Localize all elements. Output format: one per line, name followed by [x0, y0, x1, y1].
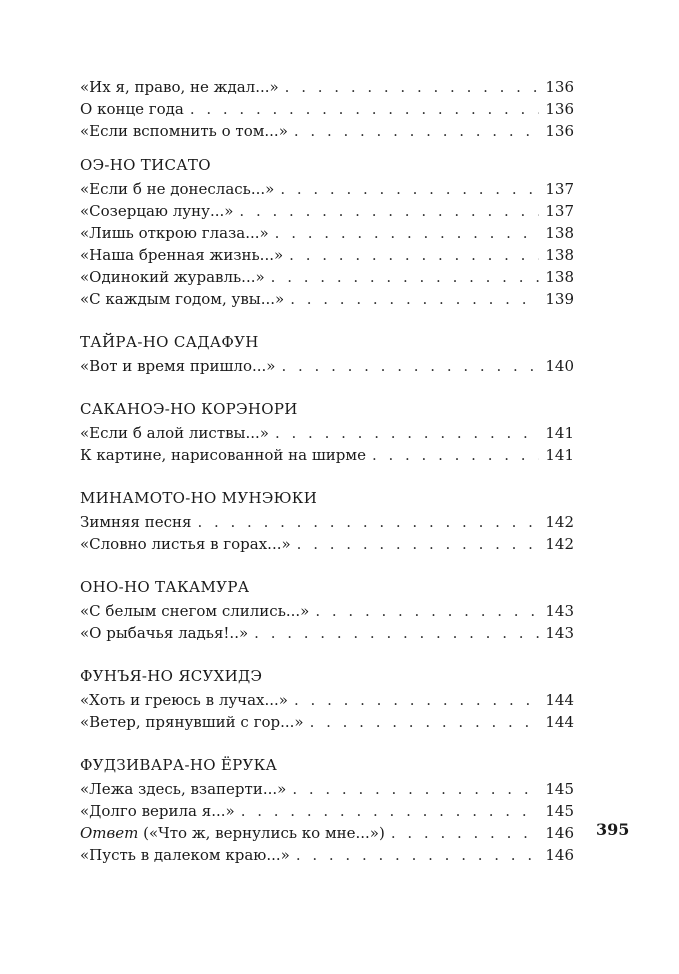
entry-page: 141: [545, 424, 574, 442]
entry-title-text: Зимняя песня: [80, 513, 192, 531]
toc-entry: [80, 622, 574, 644]
dot-leader: [190, 98, 540, 120]
dot-leader: [285, 76, 540, 98]
dot-leader: [275, 422, 539, 444]
toc-section: [80, 154, 574, 310]
toc-section: [80, 331, 574, 377]
toc-section: [80, 398, 574, 466]
entry-page: 143: [545, 624, 574, 642]
entry-title-text: «Если б не донеслась...»: [80, 180, 275, 198]
author-heading: ОЭ-НО ТИСАТО: [80, 156, 211, 174]
entry-title-text: «Их я, право, не ждал...»: [80, 78, 279, 96]
toc-section: [80, 487, 574, 555]
entry-page: 146: [545, 824, 574, 842]
entry-title: [80, 120, 294, 142]
entry-page: 145: [545, 802, 574, 820]
entry-title-text: К картине, нарисованной на ширме: [80, 446, 366, 464]
entry-page: 139: [545, 290, 574, 308]
entry-title-text: «Словно листья в горах...»: [80, 535, 291, 553]
toc-entry: [80, 711, 574, 733]
entry-page: 136: [545, 122, 574, 140]
entry-title-text: «Ветер, прянувший с гор...»: [80, 713, 304, 731]
dot-leader: [294, 120, 539, 142]
entry-title: [80, 288, 290, 310]
toc-entry: [80, 288, 574, 310]
toc-entry: [80, 222, 574, 244]
author-heading: ТАЙРА-НО САДАФУН: [80, 333, 259, 351]
entry-title-text: О конце года: [80, 100, 184, 118]
entry-title-text: «С каждым годом, увы...»: [80, 290, 285, 308]
entry-title-text: «Если вспомнить о том...»: [80, 122, 288, 140]
dot-leader: [296, 844, 540, 866]
toc-entry: [80, 244, 574, 266]
entry-title: [80, 266, 271, 288]
toc-entry: [80, 511, 574, 533]
toc-entry: [80, 689, 574, 711]
toc-entry: [80, 98, 574, 120]
toc-entry: [80, 444, 574, 466]
entry-title-text: «О рыбачья ладья!..»: [80, 624, 249, 642]
toc-entry: [80, 266, 574, 288]
toc-section: [80, 665, 574, 733]
toc-entry: [80, 844, 574, 866]
author-heading: ФУДЗИВАРА-НО ЁРУКА: [80, 756, 278, 774]
dot-leader: [310, 711, 540, 733]
toc-entry: [80, 533, 574, 555]
dot-leader: [280, 178, 539, 200]
entry-page: 142: [545, 535, 574, 553]
entry-title-text: «Пусть в далеком краю...»: [80, 846, 290, 864]
dot-leader: [239, 200, 539, 222]
entry-title-text: «С белым снегом слились...»: [80, 602, 310, 620]
entry-title: [80, 778, 292, 800]
toc-entry: [80, 200, 574, 222]
toc-entry: [80, 178, 574, 200]
dot-leader: [294, 689, 539, 711]
entry-page: 143: [545, 602, 574, 620]
dot-leader: [289, 244, 539, 266]
toc-entry: [80, 800, 574, 822]
entry-page: 145: [545, 780, 574, 798]
entry-title-text: «Наша бренная жизнь...»: [80, 246, 284, 264]
entry-title: [80, 98, 190, 120]
entry-page: 142: [545, 513, 574, 531]
entry-page: 138: [545, 268, 574, 286]
entry-title: [80, 689, 294, 711]
dot-leader: [391, 822, 540, 844]
toc-entry: [80, 120, 574, 142]
entry-page: 140: [545, 357, 574, 375]
entry-title: [80, 822, 391, 844]
author-heading: ФУНЪЯ-НО ЯСУХИДЭ: [80, 667, 263, 685]
entry-title: [80, 444, 372, 466]
dot-leader: [275, 222, 540, 244]
author-heading: САКАНОЭ-НО КОРЭНОРИ: [80, 400, 298, 418]
entry-title-text: «Вот и время пришло...»: [80, 357, 276, 375]
dot-leader: [271, 266, 540, 288]
author-heading: МИНАМОТО-НО МУНЭЮКИ: [80, 489, 318, 507]
toc-entry: [80, 76, 574, 98]
entry-title-text: «Созерцаю луну...»: [80, 202, 234, 220]
entry-title: [80, 355, 281, 377]
entry-title-text: «Одинокий журавль...»: [80, 268, 265, 286]
toc-entry: [80, 822, 574, 844]
entry-page: 138: [545, 224, 574, 242]
entry-title: [80, 844, 296, 866]
entry-title: [80, 244, 289, 266]
dot-leader: [197, 511, 539, 533]
toc-entry: [80, 355, 574, 377]
author-heading: ОНО-НО ТАКАМУРА: [80, 578, 250, 596]
entry-title-text: «Если б алой листвы...»: [80, 424, 269, 442]
dot-leader: [254, 622, 539, 644]
dot-leader: [372, 444, 539, 466]
entry-title-text: «Лежа здесь, взаперти...»: [80, 780, 287, 798]
entry-page: 138: [545, 246, 574, 264]
entry-page: 137: [545, 202, 574, 220]
entry-title: [80, 711, 310, 733]
entry-title-text: «Лишь открою глаза...»: [80, 224, 269, 242]
dot-leader: [292, 778, 539, 800]
entry-page: 137: [545, 180, 574, 198]
dot-leader: [315, 600, 539, 622]
entry-title: [80, 622, 254, 644]
entry-title: [80, 178, 280, 200]
entry-title: [80, 511, 197, 533]
toc-section: [80, 576, 574, 644]
entry-title: [80, 533, 297, 555]
dot-leader: [281, 355, 539, 377]
table-of-contents: [80, 76, 574, 887]
entry-title: [80, 600, 315, 622]
entry-page: 136: [545, 78, 574, 96]
entry-page: 144: [545, 691, 574, 709]
entry-page: 146: [545, 846, 574, 864]
entry-title: [80, 200, 239, 222]
entry-title: [80, 76, 285, 98]
page-number: 395: [596, 820, 630, 839]
toc-section: [80, 754, 574, 866]
entry-lead: Ответ: [80, 824, 139, 842]
entry-page: 141: [545, 446, 574, 464]
toc-entry: [80, 422, 574, 444]
dot-leader: [297, 533, 540, 555]
toc-entry: [80, 778, 574, 800]
entry-title-text: «Хоть и греюсь в лучах...»: [80, 691, 288, 709]
entry-page: 144: [545, 713, 574, 731]
toc-entry: [80, 600, 574, 622]
entry-title-text: «Долго верила я...»: [80, 802, 235, 820]
entry-title: [80, 800, 241, 822]
dot-leader: [241, 800, 540, 822]
entry-title-text: («Что ж, вернулись ко мне...»): [138, 824, 385, 842]
entry-title: [80, 422, 275, 444]
entry-title: [80, 222, 275, 244]
dot-leader: [290, 288, 539, 310]
entry-page: 136: [545, 100, 574, 118]
toc-section: [80, 76, 574, 142]
